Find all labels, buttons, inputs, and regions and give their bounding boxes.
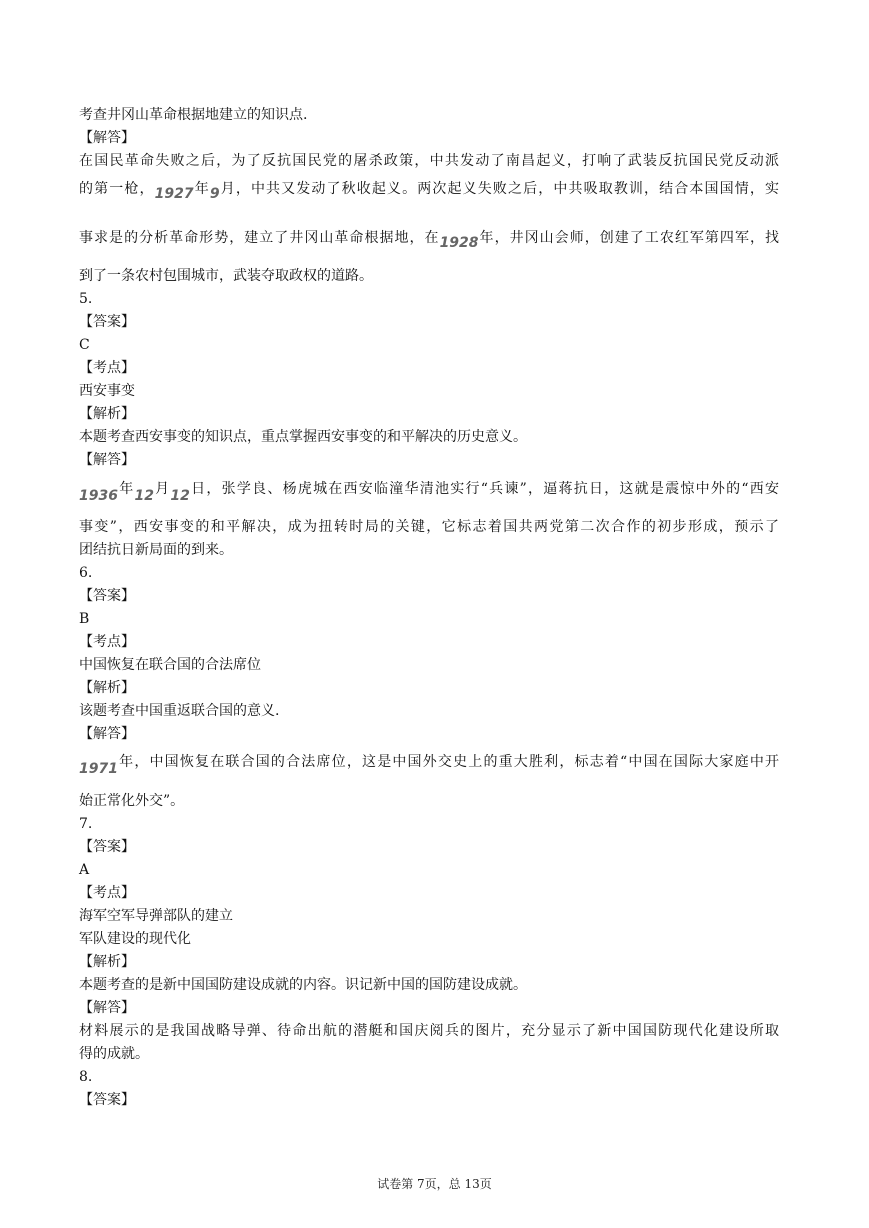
- section-heading-keypoint: 【考点】: [79, 360, 135, 376]
- section-heading-keypoint: 【考点】: [79, 634, 135, 650]
- text-line: 到了一条农村包围城市，武装夺取政权的道路。: [79, 268, 373, 284]
- text-line: [79, 229, 779, 251]
- year-figure: 1936: [79, 488, 118, 504]
- section-heading-keypoint: 【考点】: [79, 885, 135, 901]
- question-number: 7.: [79, 816, 93, 832]
- year-figure: 1971: [79, 761, 118, 777]
- text-line: 海军空军导弹部队的建立: [79, 908, 233, 924]
- text-fragment: 年，中国恢复在联合国的合法席位，这是中国外交史上的重大胜利，标志着“中国在国际大家庭中开: [117, 754, 779, 770]
- answer-value: C: [79, 337, 90, 353]
- question-number: 5.: [79, 291, 93, 307]
- month-figure: 9: [209, 186, 220, 202]
- text-line: [79, 753, 779, 777]
- text-fragment: 年，井冈山会师，创建了工农红军第四军，找: [478, 230, 779, 246]
- question-number: 6.: [79, 565, 93, 581]
- section-heading-solution: 【解答】: [79, 1000, 135, 1016]
- text-line: [79, 180, 780, 202]
- text-line: 考查井冈山革命根据地建立的知识点.: [79, 107, 308, 123]
- question-number: 8.: [79, 1069, 93, 1085]
- year-figure: 1927: [154, 186, 194, 202]
- text-fragment: 的第一枪，: [79, 181, 155, 197]
- text-fragment: 月: [153, 481, 171, 497]
- section-heading-answer: 【答案】: [79, 839, 135, 855]
- text-line: 团结抗日新局面的到来。: [79, 542, 233, 558]
- section-heading-answer: 【答案】: [79, 1092, 135, 1108]
- text-fragment: 年: [193, 181, 210, 197]
- text-line: 在国民革命失败之后，为了反抗国民党的屠杀政策，中共发动了南昌起义，打响了武装反抗国民党反动派: [79, 153, 779, 169]
- text-line: 中国恢复在联合国的合法席位: [79, 657, 261, 673]
- text-line: 本题考查的是新中国国防建设成就的内容。识记新中国的国防建设成就。: [79, 977, 527, 993]
- text-line: 该题考查中国重返联合国的意义.: [79, 703, 280, 719]
- text-fragment: 月，中共又发动了秋收起义。两次起义失败之后，中共吸取教训，结合本国国情，实: [219, 181, 780, 197]
- month-figure: 12: [134, 488, 154, 504]
- year-figure: 1928: [439, 235, 479, 251]
- answer-value: B: [79, 611, 90, 627]
- text-fragment: 事求是的分析革命形势，建立了井冈山革命根据地，在: [79, 230, 440, 246]
- section-heading-answer: 【答案】: [79, 588, 135, 604]
- section-heading-analysis: 【解析】: [79, 406, 135, 422]
- section-heading-analysis: 【解析】: [79, 954, 135, 970]
- section-heading-answer: 【答案】: [79, 314, 135, 330]
- section-heading-analysis: 【解析】: [79, 680, 135, 696]
- text-line: 本题考查西安事变的知识点，重点掌握西安事变的和平解决的历史意义。: [79, 429, 527, 445]
- text-line: 得的成就。: [79, 1046, 149, 1062]
- text-fragment: 日，张学良、杨虎城在西安临潼华清池实行“兵谏”，逼蒋抗日，这就是震惊中外的“西安: [189, 481, 779, 497]
- section-heading-solution: 【解答】: [79, 452, 135, 468]
- section-heading-solution: 【解答】: [79, 130, 135, 146]
- text-line: 西安事变: [79, 383, 135, 399]
- text-line: 始正常化外交”。: [79, 793, 185, 809]
- text-line: [79, 480, 779, 504]
- page-footer: 试卷第 7页，总 13页: [377, 1177, 492, 1191]
- section-heading-solution: 【解答】: [79, 726, 135, 742]
- answer-value: A: [79, 862, 90, 878]
- day-figure: 12: [170, 488, 190, 504]
- text-line: 事变”，西安事变的和平解决，成为扭转时局的关键，它标志着国共两党第二次合作的初步形成，预示了: [79, 519, 779, 535]
- text-line: 材料展示的是我国战略导弹、待命出航的潜艇和国庆阅兵的图片，充分显示了新中国国防现代化建设所取: [79, 1023, 779, 1039]
- text-line: 军队建设的现代化: [79, 931, 191, 947]
- text-fragment: 年: [117, 481, 135, 497]
